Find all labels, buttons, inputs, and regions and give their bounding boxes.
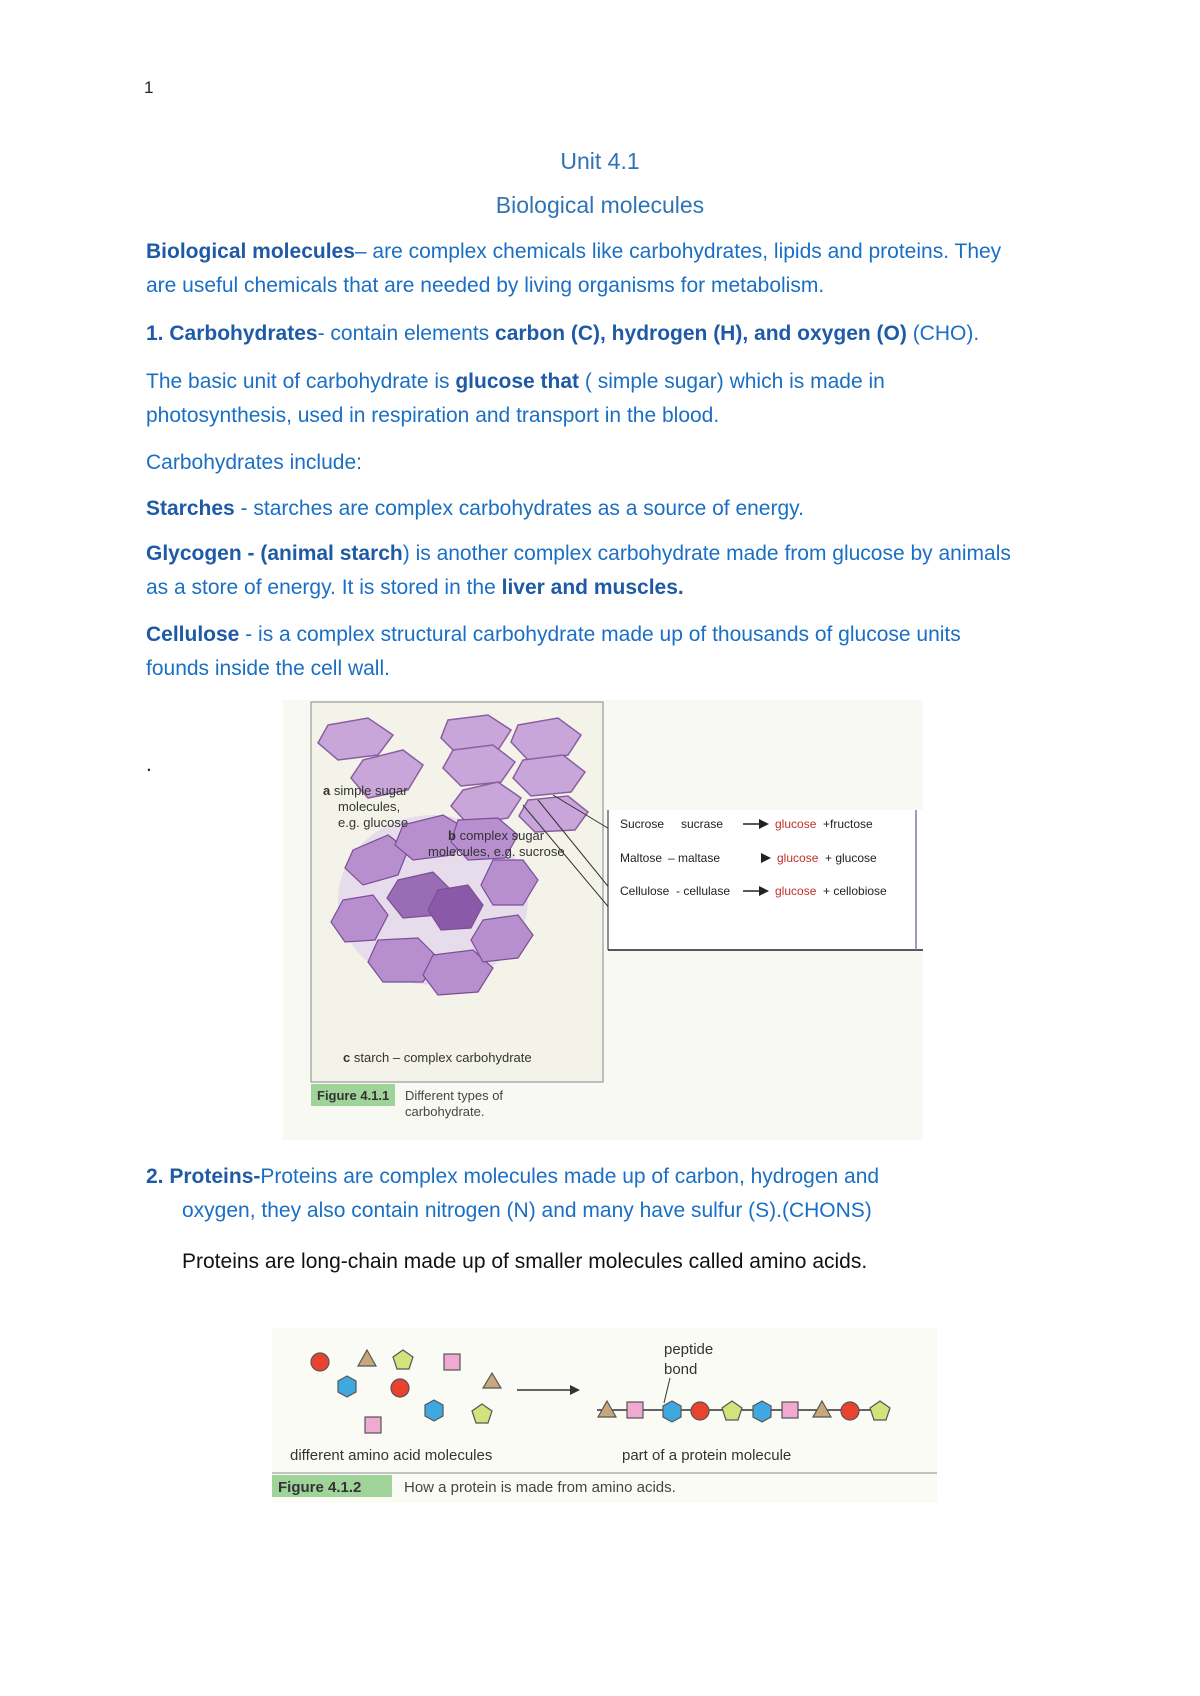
proteins-term: Proteins- bbox=[169, 1165, 261, 1188]
peptide-label-2: bond bbox=[664, 1361, 698, 1378]
basic-text-2: ( simple sugar) which is made in bbox=[579, 370, 885, 393]
svg-text:glucose: glucose bbox=[775, 884, 817, 898]
label-c: c starch – complex carbohydrate bbox=[343, 1050, 532, 1065]
carbs-text-a: - contain elements bbox=[317, 322, 496, 345]
svg-text:sucrase: sucrase bbox=[681, 817, 724, 831]
cellulose-text-2: founds inside the cell wall. bbox=[146, 657, 390, 680]
left-label: different amino acid molecules bbox=[290, 1447, 493, 1464]
figure-4-1-1 bbox=[283, 700, 923, 1140]
label-a-2: molecules, bbox=[338, 799, 401, 814]
figure-caption-1: Different types of bbox=[405, 1088, 504, 1103]
figure-2-tag: Figure 4.1.2 bbox=[278, 1479, 362, 1496]
intro-paragraph bbox=[146, 235, 1076, 303]
svg-text:glucose: glucose bbox=[777, 851, 819, 865]
label-b: b complex sugar bbox=[448, 828, 545, 843]
intro-text-2: are useful chemicals that are needed by living organisms for metabolism. bbox=[146, 274, 825, 297]
basic-text-3: photosynthesis, used in respiration and transport in the blood. bbox=[146, 404, 720, 427]
svg-text:+ cellobiose: + cellobiose bbox=[823, 884, 887, 898]
glucose-paragraph bbox=[146, 365, 1076, 433]
carbs-number: 1. bbox=[146, 322, 170, 345]
starch-text: - starches are complex carbohydrates as a source of energy. bbox=[234, 497, 804, 520]
glycogen-term: Glycogen - bbox=[146, 542, 261, 565]
glycogen-bold-2: liver and muscles. bbox=[501, 576, 684, 599]
svg-text:+ glucose: + glucose bbox=[825, 851, 877, 865]
label-a-3: e.g. glucose bbox=[338, 815, 409, 830]
proteins-text-1: Proteins are complex molecules made up of carbon, hydrogen and bbox=[260, 1165, 880, 1188]
svg-text:Maltose: Maltose bbox=[620, 851, 663, 865]
glycogen-bold: (animal starch bbox=[260, 542, 403, 565]
starch-paragraph bbox=[146, 492, 1076, 526]
cellulose-text-1: - is a complex structural carbohydrate made up of thousands of glucose units bbox=[239, 623, 961, 646]
figure-2-caption: How a protein is made from amino acids. bbox=[404, 1479, 676, 1496]
svg-text:- cellulase: - cellulase bbox=[676, 884, 731, 898]
basic-bold: glucose that bbox=[455, 370, 580, 393]
glycogen-paragraph bbox=[146, 537, 1076, 605]
cellulose-paragraph bbox=[146, 618, 1076, 686]
carbs-elements: carbon (C), hydrogen (H), and oxygen (O) bbox=[495, 322, 907, 345]
page-number: 1 bbox=[144, 78, 154, 97]
label-a: a simple sugar bbox=[323, 783, 408, 798]
starch-term: Starches bbox=[146, 497, 235, 520]
label-b-2: molecules, e.g. sucrose bbox=[428, 844, 565, 859]
svg-text:+fructose: +fructose bbox=[823, 817, 873, 831]
carbs-text-b: (CHO). bbox=[906, 322, 980, 345]
carbs-term: Carbohydrates bbox=[169, 322, 318, 345]
svg-text:Cellulose: Cellulose bbox=[620, 884, 670, 898]
basic-text-1: The basic unit of carbohydrate is bbox=[146, 370, 456, 393]
figure-caption-2: carbohydrate. bbox=[405, 1104, 485, 1119]
cellulose-term: Cellulose bbox=[146, 623, 240, 646]
proteins-text-2: oxygen, they also contain nitrogen (N) and many have sulfur (S).(CHONS) bbox=[182, 1199, 872, 1222]
proteins-text-3: Proteins are long-chain made up of smaller molecules called amino acids. bbox=[182, 1250, 868, 1273]
unit-title: Unit 4.1 bbox=[560, 148, 640, 174]
intro-term: Biological molecules bbox=[146, 240, 355, 263]
glycogen-text-2: as a store of energy. It is stored in the bbox=[146, 576, 502, 599]
intro-text-1: are complex chemicals like carbohydrates, lipids and proteins. They bbox=[372, 240, 1002, 263]
svg-text:glucose: glucose bbox=[775, 817, 817, 831]
figure-tag: Figure 4.1.1 bbox=[317, 1088, 390, 1103]
peptide-label-1: peptide bbox=[664, 1341, 714, 1358]
reaction-box bbox=[608, 810, 923, 950]
svg-text:– maltase: – maltase bbox=[668, 851, 721, 865]
proteins-paragraph bbox=[146, 1160, 1076, 1228]
carbs-include: Carbohydrates include: bbox=[146, 451, 362, 474]
glycogen-text-1: ) is another complex carbohydrate made from glucose by animals bbox=[402, 542, 1011, 565]
figure-4-1-2 bbox=[272, 1328, 937, 1503]
proteins-number: 2. bbox=[146, 1165, 170, 1188]
carbohydrates-heading bbox=[146, 317, 1076, 351]
page-heading: Biological molecules bbox=[495, 192, 705, 218]
right-label: part of a protein molecule bbox=[622, 1447, 792, 1464]
svg-text:Sucrose: Sucrose bbox=[620, 817, 665, 831]
stray-dot: . bbox=[146, 753, 152, 776]
intro-dash: – bbox=[354, 240, 373, 263]
